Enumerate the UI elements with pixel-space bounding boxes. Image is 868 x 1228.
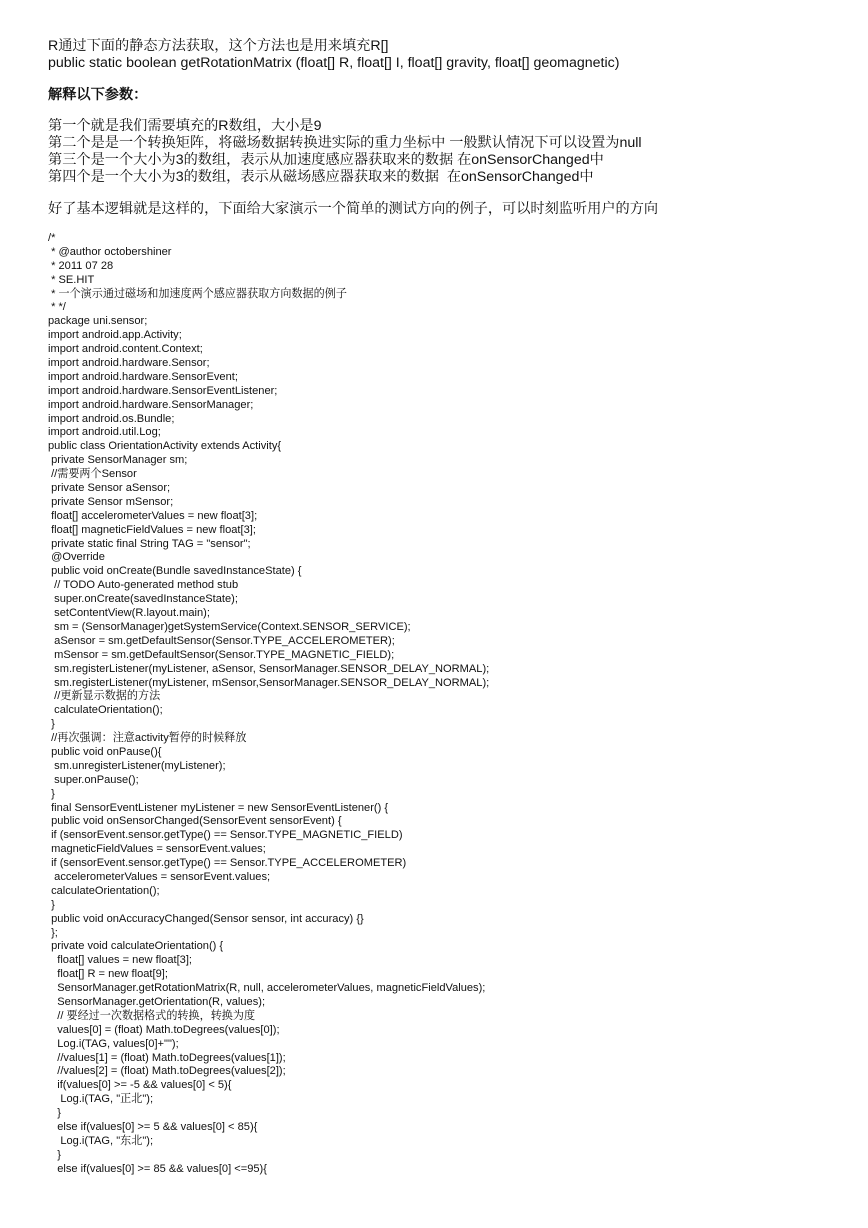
- code-listing: [48, 232, 848, 1177]
- code-line: }: [48, 1107, 61, 1120]
- code-line: import android.content.Context;: [48, 343, 203, 356]
- code-line: mSensor = sm.getDefaultSensor(Sensor.TYPE_MAGNETIC_FIELD);: [48, 648, 395, 661]
- code-line: import android.hardware.SensorManager;: [48, 398, 254, 411]
- code-line: float[] magneticFieldValues = new float[3];: [48, 523, 256, 536]
- code-line: if (sensorEvent.sensor.getType() == Sensor.TYPE_ACCELEROMETER): [48, 857, 407, 870]
- param-item: 第三个是一个大小为3的数组，表示从加速度感应器获取来的数据 在onSensorChanged中: [48, 152, 604, 168]
- code-line: float[] R = new float[9];: [48, 968, 168, 981]
- code-line: * SE.HIT: [48, 273, 95, 286]
- code-line: }: [48, 898, 55, 911]
- code-line: magneticFieldValues = sensorEvent.values;: [48, 843, 266, 856]
- code-line: SensorManager.getOrientation(R, values);: [48, 995, 266, 1008]
- code-line: import android.app.Activity;: [48, 329, 182, 342]
- document-page: [48, 38, 848, 1177]
- code-line: }: [48, 1148, 61, 1161]
- param-item: 第二个是是一个转换矩阵，将磁场数据转换进实际的重力坐标中 一般默认情况下可以设置为null: [48, 135, 642, 151]
- param-list: [48, 118, 848, 186]
- code-line: private static final String TAG = "sensor";: [48, 537, 251, 550]
- code-line: private void calculateOrientation() {: [48, 940, 224, 953]
- code-line: }: [48, 787, 55, 800]
- code-line: else if(values[0] >= 5 && values[0] < 85){: [48, 1121, 258, 1133]
- code-line: sm.registerListener(myListener, aSensor, SensorManager.SENSOR_DELAY_NORMAL);: [48, 662, 490, 675]
- code-line: }: [48, 718, 55, 731]
- code-line: sm = (SensorManager)getSystemService(Context.SENSOR_SERVICE);: [48, 620, 411, 633]
- code-line: SensorManager.getRotationMatrix(R, null, accelerometerValues, magneticFieldValues);: [48, 982, 486, 995]
- code-line: //再次强调：注意activity暂停的时候释放: [48, 732, 247, 745]
- code-line: else if(values[0] >= 85 && values[0] <=95){: [48, 1162, 267, 1175]
- code-line: * @author octobershiner: [48, 245, 172, 258]
- code-line: * */: [48, 301, 66, 314]
- method-signature: public static boolean getRotationMatrix (float[] R, float[] I, float[] gravity, float[] geomagnetic): [48, 55, 620, 71]
- param-item: 第一个就是我们需要填充的R数组，大小是9: [48, 118, 322, 134]
- code-line: //values[2] = (float) Math.toDegrees(values[2]);: [48, 1065, 286, 1078]
- code-line: super.onCreate(savedInstanceState);: [48, 593, 238, 606]
- code-line: import android.hardware.SensorEventListener;: [48, 384, 278, 397]
- code-line: // 要经过一次数据格式的转换，转换为度: [48, 1009, 256, 1022]
- code-line: float[] accelerometerValues = new float[3];: [48, 509, 258, 522]
- code-line: if(values[0] >= -5 && values[0] < 5){: [48, 1079, 232, 1092]
- code-line: import android.hardware.Sensor;: [48, 357, 210, 370]
- intro-text: R通过下面的静态方法获取，这个方法也是用来填充R[]: [48, 38, 389, 54]
- code-line: private Sensor aSensor;: [48, 482, 171, 495]
- code-line: //需要两个Sensor: [48, 468, 137, 481]
- code-line: Log.i(TAG, "东北");: [48, 1134, 154, 1147]
- code-line: setContentView(R.layout.main);: [48, 607, 210, 620]
- code-line: /*: [48, 232, 56, 244]
- code-line: };: [48, 926, 58, 939]
- code-line: sm.registerListener(myListener, mSensor,SensorManager.SENSOR_DELAY_NORMAL);: [48, 676, 490, 689]
- code-line: // TODO Auto-generated method stub: [48, 579, 239, 592]
- code-line: //values[1] = (float) Math.toDegrees(values[1]);: [48, 1051, 286, 1064]
- code-line: float[] values = new float[3];: [48, 954, 192, 967]
- section-heading: 解释以下参数：: [48, 87, 148, 103]
- code-line: private SensorManager sm;: [48, 454, 188, 467]
- code-line: import android.os.Bundle;: [48, 412, 175, 425]
- code-line: * 一个演示通过磁场和加速度两个感应器获取方向数据的例子: [48, 287, 347, 300]
- code-line: aSensor = sm.getDefaultSensor(Sensor.TYPE_ACCELEROMETER);: [48, 634, 395, 647]
- code-line: public class OrientationActivity extends Activity{: [48, 440, 282, 453]
- code-line: sm.unregisterListener(myListener);: [48, 759, 226, 772]
- code-line: * 2011 07 28: [48, 259, 114, 272]
- code-line: final SensorEventListener myListener = new SensorEventListener() {: [48, 801, 389, 814]
- code-line: import android.util.Log;: [48, 426, 161, 439]
- code-line: package uni.sensor;: [48, 315, 148, 328]
- code-line: accelerometerValues = sensorEvent.values;: [48, 870, 271, 883]
- code-line: Log.i(TAG, values[0]+"");: [48, 1037, 179, 1050]
- code-line: public void onAccuracyChanged(Sensor sensor, int accuracy) {}: [48, 912, 364, 925]
- code-line: public void onSensorChanged(SensorEvent sensorEvent) {: [48, 815, 342, 828]
- code-line: Log.i(TAG, "正北");: [48, 1093, 154, 1106]
- code-line: private Sensor mSensor;: [48, 495, 174, 508]
- summary-text: 好了基本逻辑就是这样的，下面给大家演示一个简单的测试方向的例子，可以时刻监听用户的方向: [48, 201, 659, 217]
- code-line: public void onPause(){: [48, 745, 162, 758]
- code-line: calculateOrientation();: [48, 884, 160, 897]
- code-line: //更新显示数据的方法: [48, 690, 161, 703]
- code-line: super.onPause();: [48, 773, 139, 786]
- code-line: import android.hardware.SensorEvent;: [48, 370, 238, 383]
- code-line: public void onCreate(Bundle savedInstanceState) {: [48, 565, 302, 578]
- code-line: @Override: [48, 551, 105, 564]
- code-line: values[0] = (float) Math.toDegrees(values[0]);: [48, 1023, 280, 1036]
- param-item: 第四个是一个大小为3的数组，表示从磁场感应器获取来的数据 在onSensorChanged中: [48, 169, 594, 185]
- code-line: if (sensorEvent.sensor.getType() == Sensor.TYPE_MAGNETIC_FIELD): [48, 829, 403, 842]
- code-line: calculateOrientation();: [48, 704, 163, 717]
